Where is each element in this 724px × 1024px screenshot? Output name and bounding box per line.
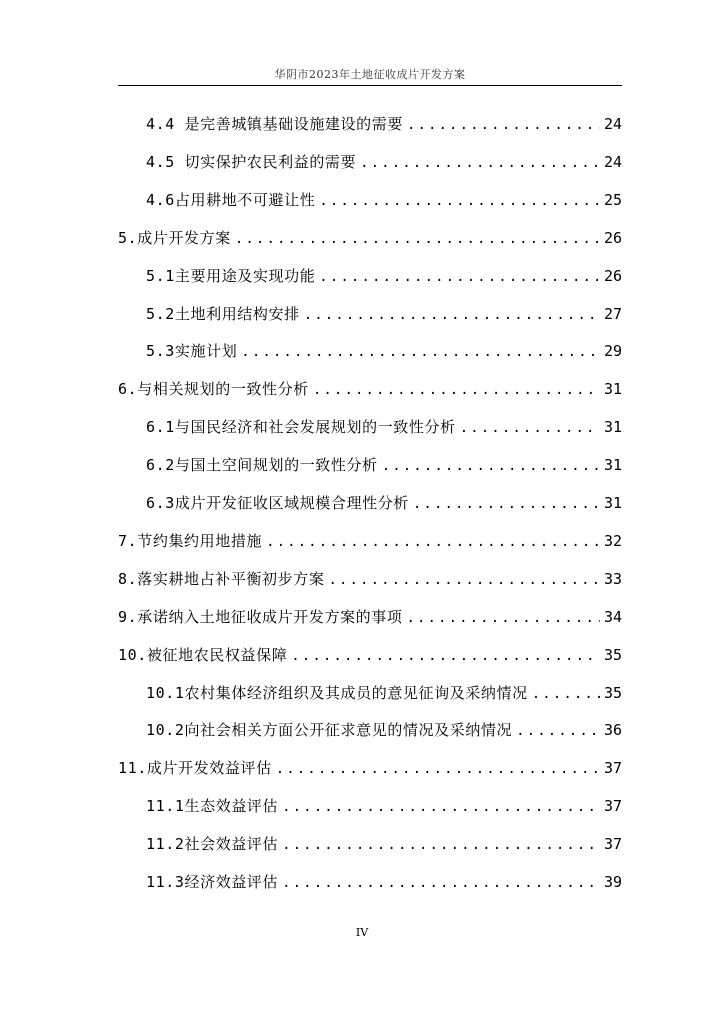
toc-entry-title: 5.成片开发方案 — [118, 228, 231, 247]
toc-entry-page: 31 — [603, 418, 622, 437]
toc-entry-page: 33 — [603, 569, 622, 588]
toc-dot-leader — [313, 379, 600, 401]
toc-entry-title: 11.3经济效益评估 — [146, 873, 279, 891]
toc-entry-title: 4.4 是完善城镇基础设施建设的需要 — [146, 115, 403, 133]
toc-dot-leader — [360, 152, 600, 174]
toc-entry-page: 37 — [603, 835, 622, 854]
toc-entry[interactable] — [146, 492, 622, 514]
toc-entry-page: 24 — [603, 152, 622, 171]
toc-entry[interactable] — [118, 568, 622, 590]
toc-entry[interactable] — [118, 378, 622, 400]
toc-dot-leader — [276, 758, 600, 780]
toc-entry-title: 10.1农村集体经济组织及其成员的意见征询及采纳情况 — [146, 683, 528, 702]
toc-dot-leader — [282, 834, 600, 856]
toc-entry[interactable] — [146, 303, 622, 325]
toc-entry-page: 24 — [603, 115, 622, 133]
toc-entry-title: 4.6占用耕地不可避让性 — [146, 190, 316, 209]
toc-entry-page: 32 — [603, 531, 622, 550]
toc-dot-leader — [266, 531, 600, 553]
toc-entry-page: 35 — [603, 683, 622, 702]
toc-entry[interactable] — [146, 189, 622, 211]
toc-entry-page: 31 — [603, 494, 622, 512]
toc-entry[interactable] — [118, 530, 622, 552]
toc-entry-page: 37 — [603, 759, 622, 778]
toc-dot-leader — [406, 607, 599, 629]
toc-entry[interactable] — [146, 871, 622, 893]
toc-entry-page: 35 — [603, 645, 622, 664]
toc-entry-title: 6.1与国民经济和社会发展规划的一致性分析 — [146, 418, 456, 437]
toc-dot-leader — [319, 190, 600, 212]
toc-entry[interactable] — [118, 644, 622, 666]
page-number: IV — [355, 926, 369, 939]
toc-entry[interactable] — [146, 151, 622, 173]
toc-entry-title: 10.被征地农民权益保障 — [118, 645, 288, 664]
toc-dot-leader — [241, 341, 600, 363]
toc-dot-leader — [291, 645, 600, 667]
toc-dot-leader — [460, 417, 600, 439]
toc-entry[interactable] — [118, 227, 622, 249]
toc-dot-leader — [516, 720, 600, 742]
toc-entry-title: 11.2社会效益评估 — [146, 835, 279, 854]
toc-dot-leader — [407, 114, 600, 136]
toc-entry[interactable] — [118, 757, 622, 779]
toc-entry-page: 36 — [603, 721, 622, 740]
toc-dot-leader — [532, 683, 600, 705]
toc-entry-page: 27 — [603, 304, 622, 323]
toc-entry-title: 5.2土地利用结构安排 — [146, 304, 300, 323]
toc-entry-title: 6.2与国土空间规划的一致性分析 — [146, 456, 378, 475]
toc-entry-page: 31 — [603, 456, 622, 475]
toc-entry[interactable] — [146, 113, 622, 135]
toc-entry-page: 37 — [603, 797, 622, 816]
toc-entry[interactable] — [146, 719, 622, 741]
toc-dot-leader — [382, 455, 600, 477]
toc-entry-title: 5.1主要用途及实现功能 — [146, 266, 316, 285]
toc-dot-leader — [328, 569, 599, 591]
toc-entry-page: 29 — [603, 342, 622, 361]
toc-entry-title: 8.落实耕地占补平衡初步方案 — [118, 569, 325, 588]
toc-entry-title: 6.3成片开发征收区域规模合理性分析 — [146, 494, 409, 512]
toc-entry-title: 11.1生态效益评估 — [146, 797, 279, 816]
toc-entry-title: 9.承诺纳入土地征收成片开发方案的事项 — [118, 607, 403, 626]
toc-entry-page: 31 — [603, 380, 622, 399]
toc-entry-page: 39 — [603, 873, 622, 891]
toc-dot-leader — [282, 872, 600, 894]
toc-entry-page: 26 — [603, 266, 622, 285]
toc-dot-leader — [235, 228, 600, 250]
toc-entry-title: 11.成片开发效益评估 — [118, 759, 272, 778]
toc-entry[interactable] — [146, 795, 622, 817]
toc-entry[interactable] — [146, 682, 622, 704]
toc-dot-leader — [282, 796, 600, 818]
page-header: 华阴市2023年土地征收成片开发方案 — [274, 68, 466, 81]
toc-entry[interactable] — [146, 265, 622, 287]
toc-dot-leader — [319, 266, 600, 288]
toc-entry-title: 10.2向社会相关方面公开征求意见的情况及采纳情况 — [146, 721, 513, 740]
toc-dot-leader — [304, 304, 600, 326]
toc-entry[interactable] — [146, 340, 622, 362]
toc-entry-title: 4.5 切实保护农民利益的需要 — [146, 152, 357, 171]
toc-entry-page: 25 — [603, 190, 622, 209]
toc-entry[interactable] — [146, 454, 622, 476]
toc-entry[interactable] — [146, 416, 622, 438]
toc-entry-page: 34 — [603, 607, 622, 626]
toc-entry-page: 26 — [603, 228, 622, 247]
toc-dot-leader — [413, 493, 600, 515]
toc-entry-title: 6.与相关规划的一致性分析 — [118, 380, 309, 399]
toc-entry-title: 5.3实施计划 — [146, 342, 238, 361]
toc-entry-title: 7.节约集约用地措施 — [118, 531, 263, 550]
toc-entry[interactable] — [146, 833, 622, 855]
toc-entry[interactable] — [118, 606, 622, 628]
